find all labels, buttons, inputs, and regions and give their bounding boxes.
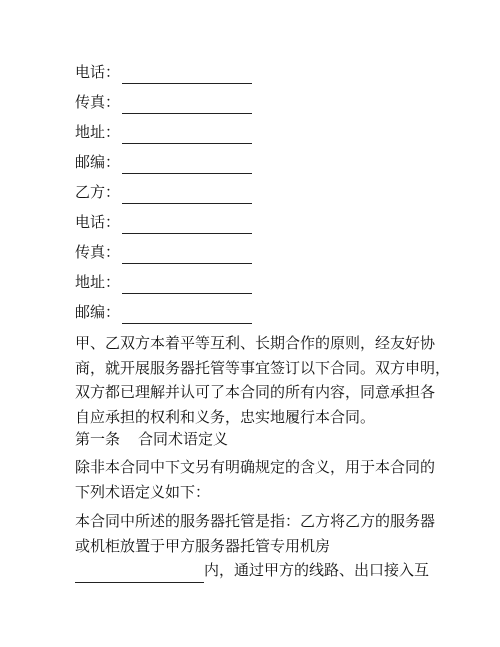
blank-line (122, 96, 252, 114)
blank-line (122, 246, 252, 264)
party-b-field (75, 180, 252, 204)
paragraph-line (75, 558, 435, 583)
paragraph-line: 甲、乙双方本着平等互利、长期合作的原则，经友好协 (75, 334, 436, 352)
hosting-definition-paragraph (75, 509, 435, 583)
paragraph-line: 或机柜放置于甲方服务器托管专用机房 (75, 536, 331, 555)
blank-line (122, 276, 252, 294)
field-label: 邮编： (75, 303, 121, 321)
blank-line (122, 216, 252, 234)
paragraph-line: 商，就开展服务器托管等事宜签订以下合同。双方申明， (75, 358, 451, 377)
blank-line (75, 565, 204, 583)
paragraph-line: 双方都已理解并认可了本合同的所有内容，同意承担各 (75, 383, 436, 401)
field-label: 乙方： (75, 183, 121, 201)
article-number: 第一条 (75, 430, 121, 448)
field-label: 电话： (75, 63, 121, 81)
blank-line (122, 126, 252, 144)
blank-line (122, 306, 252, 324)
party-a-address-field (75, 120, 252, 144)
blank-line (122, 66, 252, 84)
field-label: 地址： (75, 273, 121, 291)
party-b-fax-field (75, 240, 252, 264)
party-a-fax-field (75, 90, 252, 114)
party-b-phone-field (75, 210, 252, 234)
article-1-heading (75, 427, 228, 451)
article-title: 合同术语定义 (138, 430, 229, 448)
party-a-phone-field (75, 60, 252, 84)
field-label: 传真： (75, 243, 121, 261)
paragraph-line: 除非本合同中下文另有明确规定的含义，用于本合同的 (75, 458, 436, 476)
field-label: 传真： (75, 93, 121, 111)
party-b-address-field (75, 270, 252, 294)
blank-line (122, 156, 252, 174)
party-b-postcode-field (75, 300, 252, 324)
paragraph-line: 下列术语定义如下： (75, 482, 211, 501)
paragraph-line: 本合同中所述的服务器托管是指：乙方将乙方的服务器 (75, 512, 436, 530)
paragraph-text: 内，通过甲方的线路、出口接入互 (204, 561, 430, 579)
intro-paragraph (75, 331, 451, 429)
field-label: 电话： (75, 213, 121, 231)
field-label: 邮编： (75, 153, 121, 171)
field-label: 地址： (75, 123, 121, 141)
paragraph-line: 自应承担的权利和义务，忠实地履行本合同。 (75, 407, 376, 426)
party-a-postcode-field (75, 150, 252, 174)
definition-paragraph (75, 455, 435, 504)
blank-line (122, 186, 252, 204)
